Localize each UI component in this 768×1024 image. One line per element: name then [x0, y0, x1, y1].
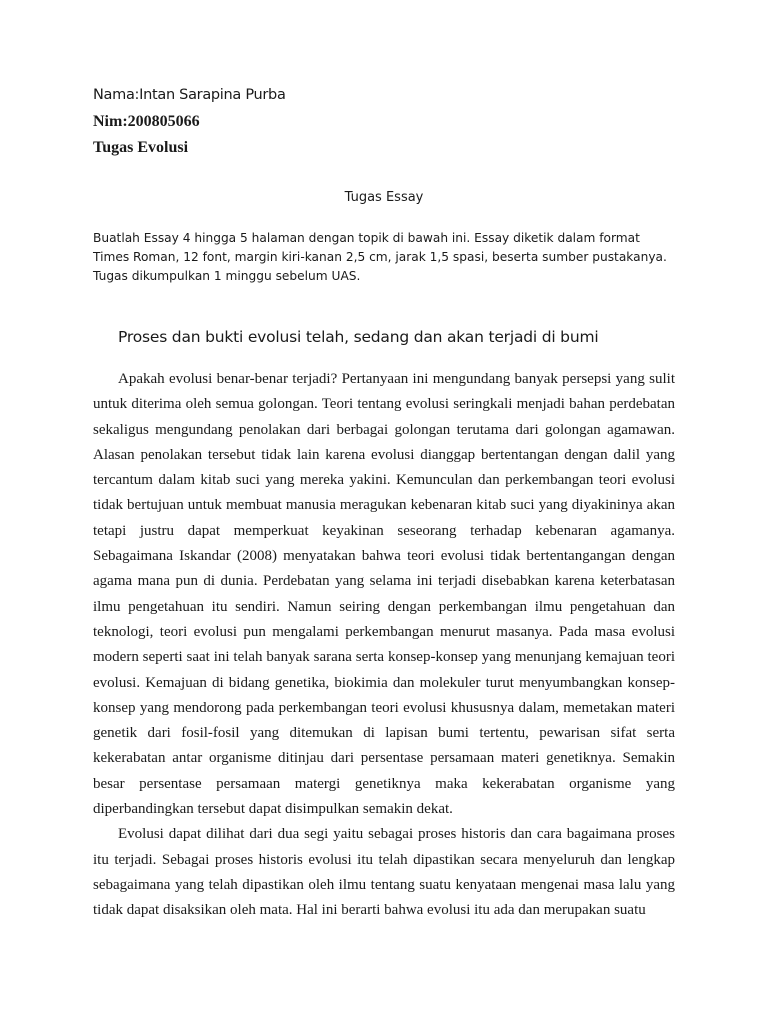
- essay-heading: Proses dan bukti evolusi telah, sedang dan akan terjadi di bumi: [118, 328, 599, 346]
- instruction-line: Times Roman, 12 font, margin kiri-kanan 2,5 cm, jarak 1,5 spasi, beserta sumber pustakanya.: [93, 250, 667, 264]
- assignment-title: Tugas Essay: [344, 190, 424, 205]
- instruction-line: Buatlah Essay 4 hingga 5 halaman dengan topik di bawah ini. Essay diketik dalam format: [93, 231, 640, 245]
- student-name-line: Nama:Intan Sarapina Purba: [93, 87, 286, 103]
- essay-paragraph: Apakah evolusi benar-benar terjadi? Pertanyaan ini mengundang banyak persepsi yang sulit untuk diterima oleh semua golongan. Teori tentang evolusi seringkali menjadi bahan perdebatan sekaligus mengundang penolakan dari berbagai golongan terutama dari golongan agamawan. Alasan penolakan tersebut tidak lain karena evolusi dianggap bertentangan dengan dalil yang tercantum dalam kitab suci yang mereka yakini. Kemunculan dan perkembangan teori evolusi tidak bertujuan untuk membuat manusia meragukan kebenaran kitab suci yang diyakininya akan tetapi justru dapat memperkuat keyakinan seseorang terhadap kebenaran agamanya. Sebagaimana Iskandar (2008) menyatakan bahwa teori evolusi tidak bertentangangan dengan agama mana pun di dunia. Perdebatan yang selama ini terjadi disebabkan karena keterbatasan ilmu pengetahuan itu sendiri. Namun seiring dengan perkembangan ilmu pengetahuan dan teknologi, teori evolusi pun mengalami perkembangan menurut masanya. Pada masa evolusi modern seperti saat ini telah banyak sarana serta konsep-konsep yang menunjang kemajuan teori evolusi. Kemajuan di bidang genetika, biokimia dan molekuler turut menyumbangkan konsep-konsep yang mendorong pada perkembangan teori evolusi khususnya dalam, memetakan materi genetik dari fosil-fosil yang ditemukan di lapisan bumi tertentu, pewarisan sifat serta kekerabatan antar organisme ditinjau dari persentase persamaan materi genetiknya. Semakin besar persentase persamaan matergi genetiknya maka kekerabatan organisme yang diperbandingkan tersebut dapat disimpulkan semakin dekat.: [93, 371, 675, 818]
- essay-body: [93, 367, 675, 924]
- student-nim-line: Nim:200805066: [93, 113, 200, 130]
- essay-paragraph: Evolusi dapat dilihat dari dua segi yaitu sebagai proses historis dan cara bagaimana proses itu terjadi. Sebagai proses historis evolusi itu telah dipastikan secara menyeluruh dan lengkap sebagaimana yang telah dipastikan oleh ilmu tentang suatu kenyataan mengenai masa lalu yang tidak dapat disaksikan oleh mata. Hal ini berarti bahwa evolusi itu ada dan merupakan suatu: [93, 826, 675, 919]
- assignment-instructions: [93, 229, 683, 286]
- instruction-line: Tugas dikumpulkan 1 minggu sebelum UAS.: [93, 269, 361, 283]
- task-title-line: Tugas Evolusi: [93, 139, 189, 156]
